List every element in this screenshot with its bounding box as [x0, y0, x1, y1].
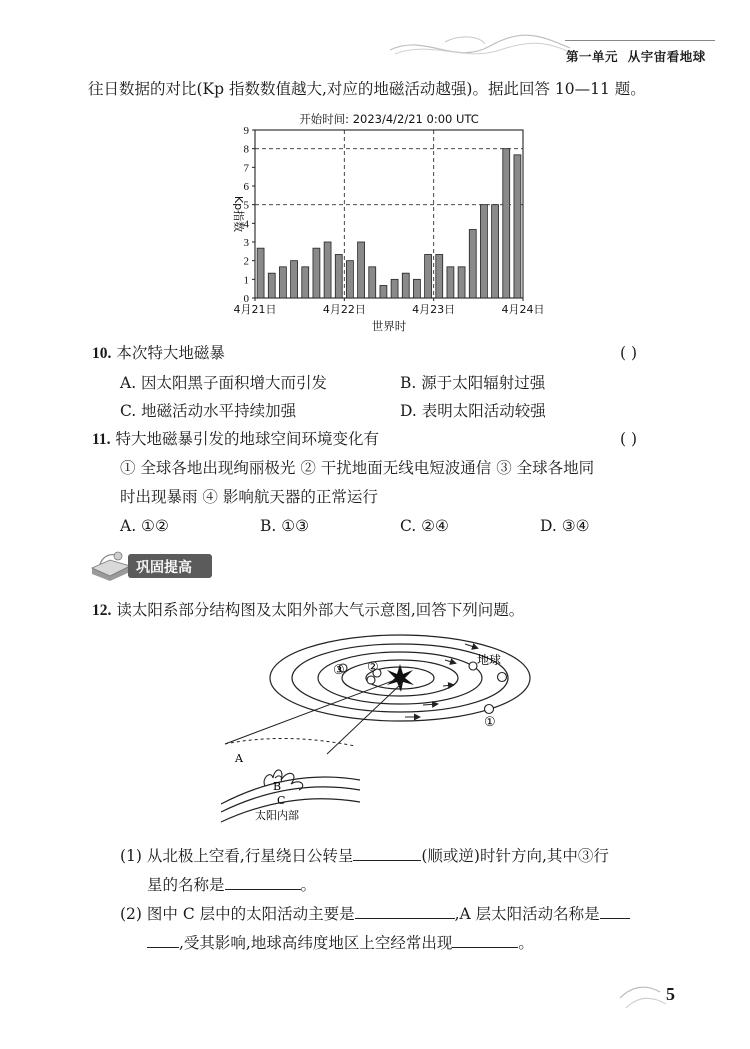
blank-phenomenon[interactable] [452, 929, 518, 948]
y-tick-label: 6 [243, 181, 249, 193]
y-tick-label: 3 [243, 237, 249, 249]
y-tick-label: 5 [243, 199, 249, 212]
bar [514, 155, 521, 298]
x-tick-label: 4月23日 [412, 303, 456, 316]
answer-paren: ( ) [620, 344, 638, 362]
planet-2b [367, 676, 375, 684]
label-c: C [277, 794, 286, 807]
bar [469, 229, 476, 298]
bar [492, 205, 499, 298]
y-tick-label: 4 [243, 218, 249, 231]
bar [324, 242, 331, 298]
layer-a-boundary [225, 738, 355, 746]
question-number: 12. [92, 602, 112, 619]
option-d: D. ③④ [540, 517, 590, 535]
label-2: ② [367, 660, 379, 675]
question-number: 11. [92, 431, 111, 448]
bar [302, 267, 309, 298]
sun-icon [387, 664, 414, 692]
blank-a-layer-activity-cont[interactable] [147, 929, 179, 948]
x-tick-label: 4月21日 [233, 303, 277, 316]
option-c: C. 地磁活动水平持续加强 [120, 402, 297, 420]
planet-1 [485, 705, 494, 714]
blank-a-layer-activity[interactable] [600, 900, 630, 919]
blank-c-layer-activity[interactable] [355, 900, 455, 919]
bar [335, 255, 342, 298]
option-b: B. ①③ [260, 517, 310, 535]
blank-direction[interactable] [353, 842, 421, 861]
book-icon [90, 548, 132, 582]
question-stem: 读太阳系部分结构图及太阳外部大气示意图,回答下列问题。 [116, 601, 525, 619]
label-a: A [235, 752, 243, 765]
answer-paren: ( ) [620, 430, 638, 448]
sub-question-1-line-1: (1) 从北极上空看,行星绕日公转呈 (顺或逆)时针方向,其中③行 [120, 842, 609, 867]
question-stem: 本次特大地磁暴 [116, 344, 225, 362]
bar [447, 267, 454, 298]
option-b: B. 源于太阳辐射过强 [400, 374, 546, 392]
prominence-icon [264, 770, 303, 790]
bar [313, 248, 320, 298]
option-d: D. 表明太阳活动较强 [400, 402, 546, 420]
header-rule [565, 40, 715, 41]
bar [436, 255, 443, 298]
x-tick-label: 4月24日 [501, 303, 545, 316]
label-3: ③ [333, 663, 345, 678]
planet-outer [469, 662, 477, 670]
planet-earth [498, 673, 507, 682]
bar [369, 267, 376, 298]
kp-index-chart [225, 108, 545, 340]
section-title: 巩固提高 [136, 560, 192, 576]
page-corner-decoration-icon [616, 978, 672, 1018]
bar [279, 267, 286, 298]
label-b: B [273, 780, 282, 793]
bar [480, 205, 487, 298]
sub-question-2-line-1: (2) 图中 C 层中的太阳活动主要是 ,A 层太阳活动名称是 [120, 900, 630, 925]
question-number: 10. [92, 345, 112, 362]
bar [458, 267, 465, 298]
label-1: ① [484, 715, 496, 730]
decorative-swirl-icon [385, 28, 575, 68]
option-c: C. ②④ [400, 517, 449, 535]
option-a: A. 因太阳黑子面积增大而引发 [120, 374, 328, 392]
x-axis-label: 世界时 [371, 319, 407, 333]
y-tick-label: 2 [243, 255, 249, 268]
page-number: 5 [666, 984, 675, 1004]
bar [380, 285, 387, 298]
y-tick-label: 9 [243, 125, 249, 137]
intro-text: 往日数据的对比(Kp 指数数值越大,对应的地磁活动越强)。据此回答 10—11 题。 [88, 80, 646, 98]
bar [402, 273, 409, 298]
y-tick-label: 1 [243, 274, 249, 287]
y-tick-label: 8 [243, 143, 249, 156]
bar [346, 261, 353, 298]
y-axis-label: Kp指数 [232, 195, 245, 233]
bar [257, 248, 264, 298]
header-unit: 第一单元 从宇宙看地球 [566, 49, 706, 64]
question-stem: 特大地磁暴引发的地球空间环境变化有 [115, 430, 379, 448]
sub-question-1-line-2: 星的名称是 。 [147, 871, 316, 896]
bar [425, 255, 432, 298]
statement-line-2: 时出现暴雨 ④ 影响航天器的正常运行 [120, 488, 378, 506]
blank-planet-name[interactable] [225, 871, 301, 890]
solar-system-diagram [215, 628, 545, 828]
bar [291, 261, 298, 298]
x-tick-label: 4月22日 [322, 303, 366, 316]
label-inner: 太阳内部 [255, 809, 299, 822]
bar [268, 273, 275, 298]
label-earth: 地球 [477, 653, 502, 667]
option-a: A. ①② [120, 517, 169, 535]
statement-line-1: ① 全球各地出现绚丽极光 ② 干扰地面无线电短波通信 ③ 全球各地同 [120, 459, 595, 477]
bar [358, 242, 365, 298]
y-tick-label: 0 [243, 293, 249, 305]
bar [503, 149, 510, 298]
sub-question-2-line-2: ,受其影响,地球高纬度地区上空经常出现 。 [147, 929, 534, 954]
bar [391, 279, 398, 298]
chart-title: 开始时间: 2023/4/2/21 0:00 UTC [299, 112, 479, 126]
bar [413, 279, 420, 298]
y-tick-label: 7 [243, 162, 249, 175]
